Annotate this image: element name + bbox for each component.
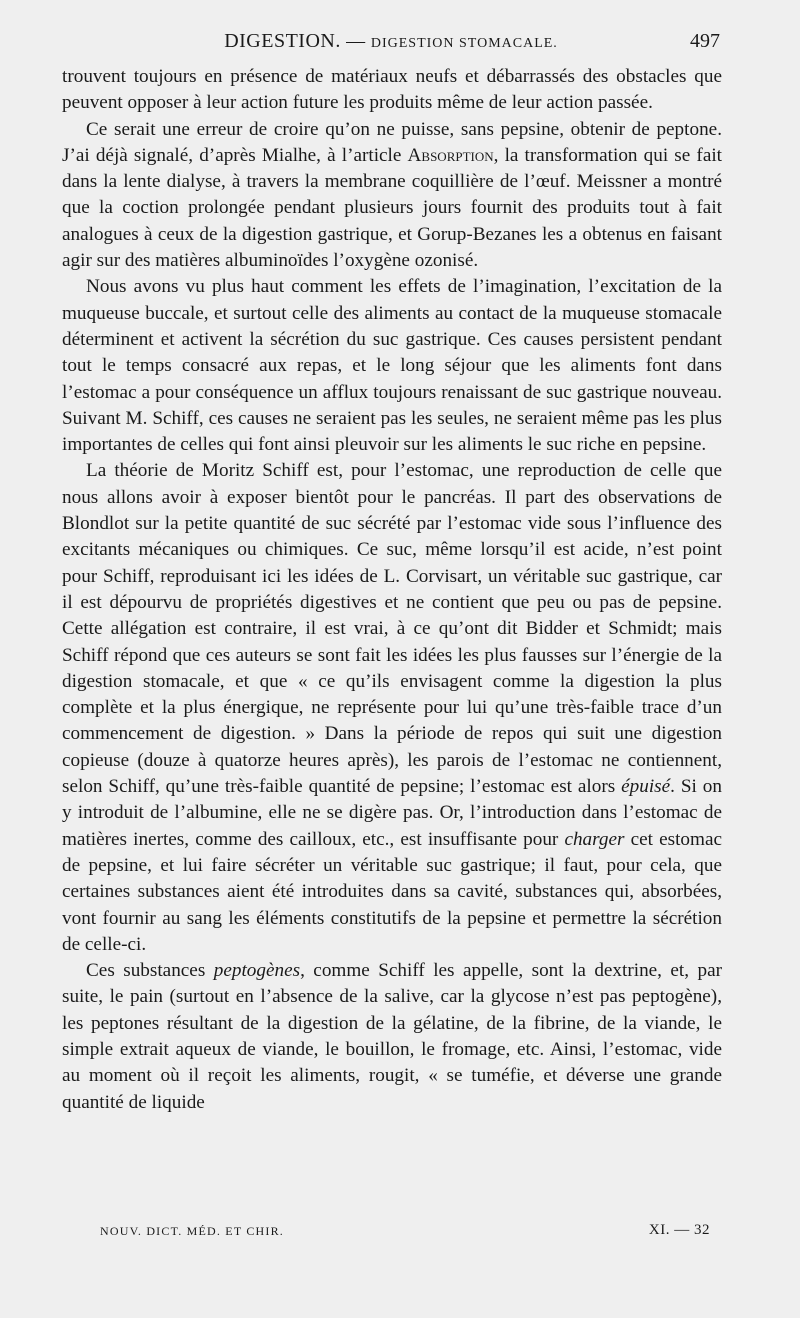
page-footer — [100, 1224, 710, 1246]
paragraph-peptone-text-2: , la transformation qui se fait dans la lente dialyse, à travers la membrane coquillière de l’œuf. Meissner a montré que la coction prolongée pendant plusieurs jours fournit des produits tout à fait analogues à ceux de la digestion gastrique, et Gorup-Bezanes les a obtenus en faisant agir sur des matières albuminoïdes l’oxygène ozonisé. — [62, 144, 722, 272]
main-text — [62, 64, 722, 1116]
header-title-sub: DIGESTION STOMACALE. — [370, 36, 558, 51]
emphasis-charger: charger — [564, 828, 625, 850]
running-title — [62, 30, 720, 53]
emphasis-epuise: épuisé — [621, 776, 671, 798]
paragraph-peptogenes-text-2: , comme Schiff les appelle, sont la dextrine, et, par suite, le pain (surtout en l’absence de la salive, car la glycose n’est pas peptogène), les peptones résultant de la digestion de la gélatine, de la fibrine, de la viande, le simple extrait aqueux de viande, le bouillon, le fromage, etc. Ainsi, l’estomac, vide au moment où il reçoit les aliments, rougit, « se tuméfie, et déverse une grande quantité de liquide — [62, 960, 723, 1113]
article-reference: Absorption — [407, 144, 494, 166]
footer-volume-sheet: XI. — 32 — [648, 1222, 710, 1238]
paragraph-schiff-text-1: La théorie de Moritz Schiff est, pour l’estomac, une reproduction de celle que nous allons avoir à exposer bientôt pour le pancréas. Il part des observations de Blondlot sur la petite quantité de suc sécrété par l’estomac vide sous l’influence des excitants mécaniques ou chimiques. Ce suc, même lorsqu’il est acide, n’est point pour Schiff, reproduisant ici les idées de L. Corvisart, un véritable suc gastrique, car il est dépourvu de propriétés digestives et ne contient que peu ou pas de pepsine. Cette allégation est contraire, il est vrai, à ce qu’ont dit Bidder et Schmidt; mais Schiff répond que ces auteurs se sont fait les idées les plus fausses sur l’énergie de la digestion stomacale, et que « ce qu’ils envisagent comme la digestion la plus complète et la plus énergique, ne représente pour lui qu’une très-faible trace d’un commencement de digestion. » Dans la période de repos qui suit une digestion copieuse (douze à quatorze heures après), les parois de l’estomac ne contiennent, selon Schiff, qu’une très-faible quantité de pepsine; l’estomac est alors — [62, 460, 722, 798]
emphasis-peptogenes: peptogènes — [213, 960, 301, 982]
header-title-dash: — — [346, 31, 366, 52]
header-title-main: DIGESTION. — [224, 30, 341, 52]
paragraph-schiff-theory — [62, 458, 722, 958]
paragraph-continuation: trouvent toujours en présence de matériaux neufs et débarrassés des obstacles que peuvent opposer à leur action future les produits même de leur action passée. — [62, 66, 722, 114]
paragraph-schiff-text-3: cet estomac de pepsine, et lui faire sécréter un véritable suc gastrique; il faut, pour cela, que certaines substances aient été introduites dans sa cavité, substances qui, absorbées, vont fournir au sang les éléments constitutifs de la pepsine et permettre la sécrétion de celle-ci. — [62, 828, 722, 955]
page-number: 497 — [690, 30, 720, 52]
paragraph-peptone-text-1: Ce serait une erreur de croire qu’on ne puisse, sans pepsine, obtenir de peptone. J’ai déjà signalé, d’après Mialhe, à l’article — [62, 118, 722, 166]
paragraph-schiff-text-2: . Si on y introduit de l’albumine, elle ne se digère pas. Or, l’introduction dans l’estomac de matières inertes, comme des cailloux, etc., est insuffisante pour — [62, 776, 722, 850]
paragraph-secretion: Nous avons vu plus haut comment les effets de l’imagination, l’excitation de la muqueuse buccale, et surtout celle des aliments au contact de la muqueuse stomacale déterminent et activent la sécrétion du suc gastrique. Ces causes persistent pendant tout le temps consacré aux repas, et le long séjour que les aliments font dans l’estomac a pour conséquence un afflux toujours renaissant de suc gastrique nouveau. Suivant M. Schiff, ces causes ne seraient pas les seules, ne seraient même pas les plus importantes de celles qui font ainsi pleuvoir sur les aliments le suc riche en pepsine. — [62, 276, 722, 456]
running-header — [62, 30, 720, 62]
footer-signature: NOUV. DICT. MÉD. ET CHIR. — [100, 1224, 285, 1238]
paragraph-peptogenes — [62, 958, 722, 1116]
paragraph-peptogenes-text-1: Ces substances — [86, 960, 214, 982]
paragraph-peptone — [62, 117, 722, 275]
